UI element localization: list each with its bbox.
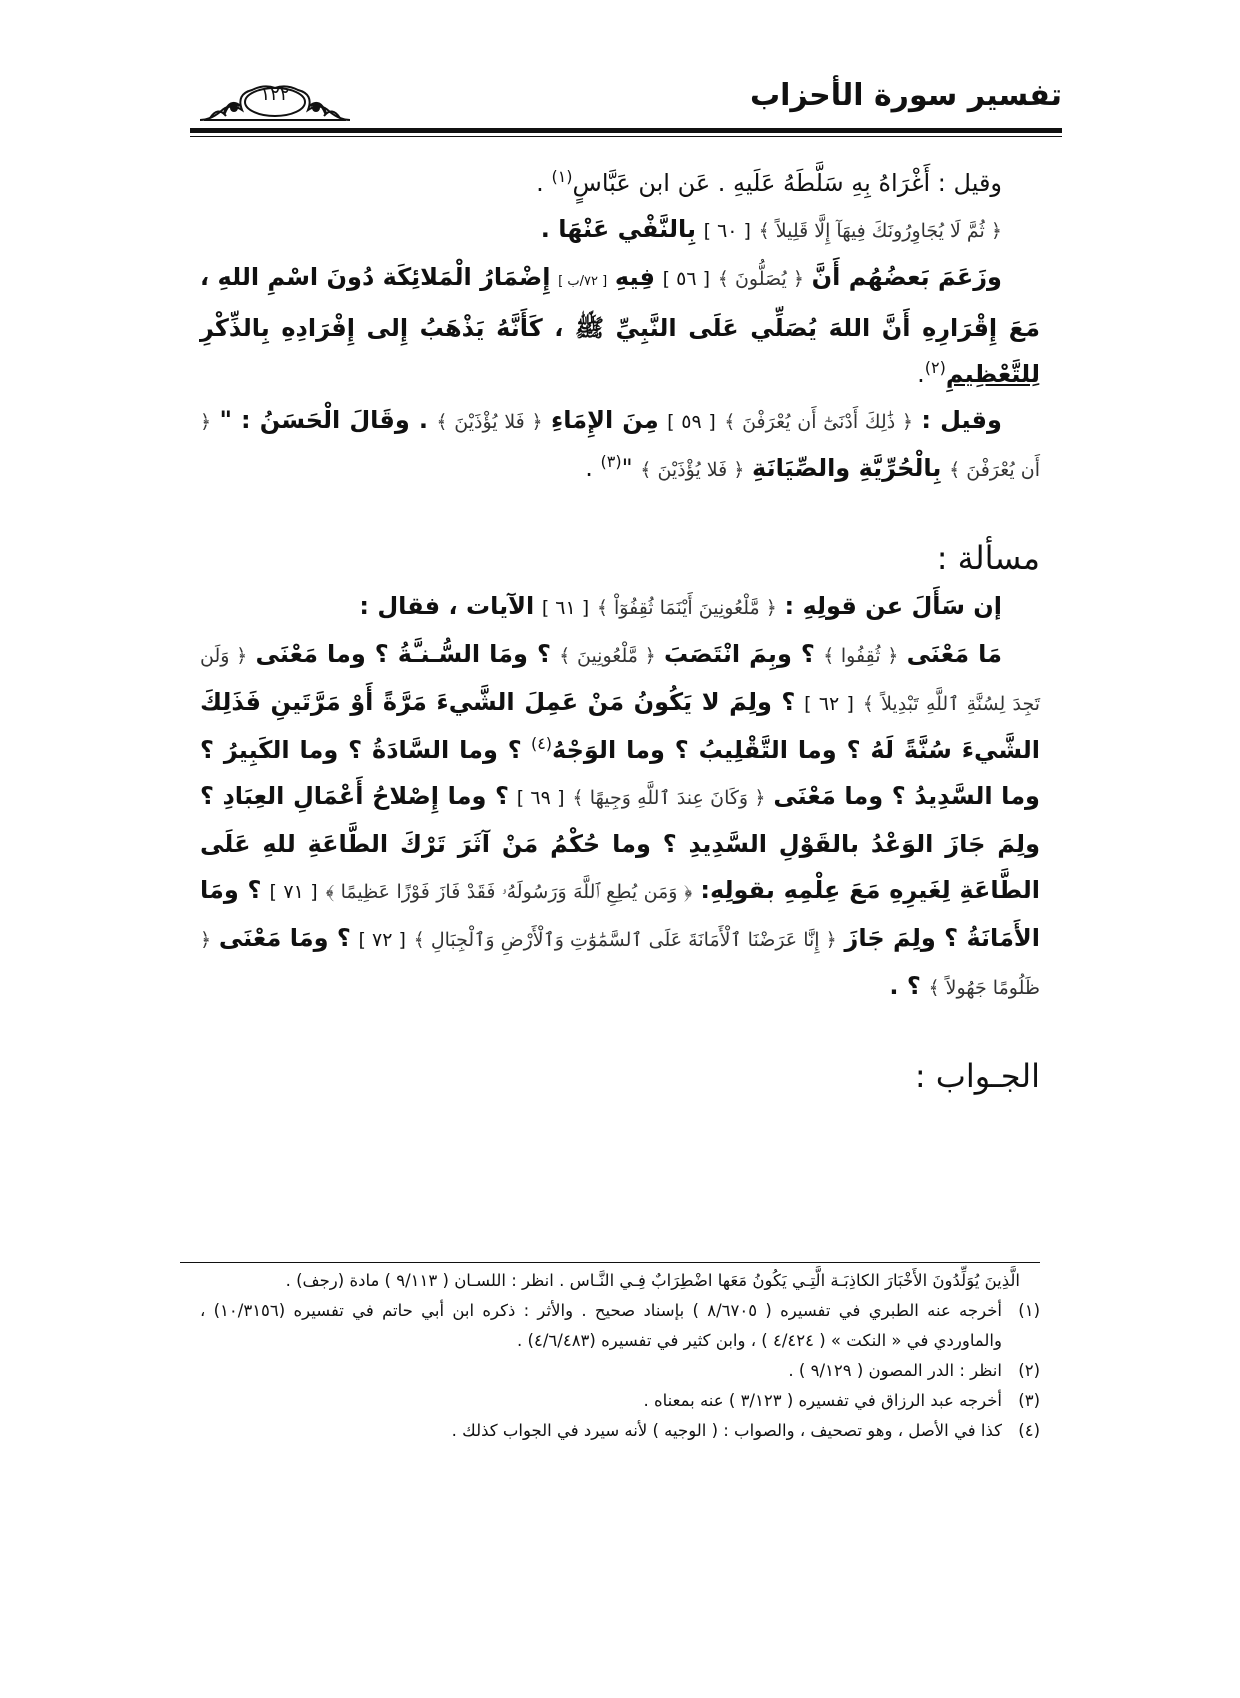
quran-quote: ﴿ يُصَلُّونَ ﴾ xyxy=(717,268,804,290)
paragraph xyxy=(200,631,1040,1011)
footnote-separator xyxy=(180,1262,1040,1263)
footnote xyxy=(200,1356,1040,1386)
quran-quote: ﴿ ثُقِفُوا ﴾ xyxy=(823,645,899,667)
text: . xyxy=(536,169,544,197)
quran-quote: ﴿ وَلَن تَجِدَ لِسُنَّةِ ٱللَّهِ تَبْدِيلاً ﴾ xyxy=(200,645,1041,715)
text: ؟ . xyxy=(889,972,921,1000)
verse-number: [ ٧٢ ] xyxy=(358,929,406,951)
verse-number: [ ٥٩ ] xyxy=(667,411,716,433)
running-title: تفسير سورة الأحزاب xyxy=(750,78,1062,113)
footnote-ref: (٤) xyxy=(530,734,553,753)
footnote-mark: (٤) xyxy=(1018,1421,1040,1440)
footnote-mark: (٢) xyxy=(1018,1361,1040,1380)
text: إن سَأَلَ عن قولِهِ : xyxy=(784,592,1002,620)
quran-quote: ﴿ وَمَن يُطِعِ ٱللَّهَ وَرَسُولَهُۥ فَقَدْ فَازَ فَوْزًا عَظِيمًا ﴾ xyxy=(325,881,693,903)
section-heading: الجـواب : xyxy=(914,1057,1040,1095)
quran-quote: ﴿ إِنَّا عَرَضْنَا ٱلْأَمَانَةَ عَلَى ٱلسَّمَٰوَٰتِ وَٱلْأَرْضِ وَٱلْجِبَالِ ﴾ xyxy=(413,929,837,951)
text: ؟ ومَا مَعْنَى xyxy=(218,924,351,952)
header-rule-thick xyxy=(190,128,1062,133)
text: ؟ ولِمَ لا يَكُونُ مَنْ عَمِلَ الشَّيءَ مَرَّةً أَوْ مَرَّتَينِ فَذَلِكَ الشَّيءَ سُنَّةً لَهُ ؟ وما التَّقْلِيبُ ؟ وما الوَجْهُ xyxy=(200,688,1040,764)
verse-number: [ ٦٢ ] xyxy=(804,693,854,715)
footnote xyxy=(200,1296,1040,1356)
text: بِالنَّفْي عَنْهَا . xyxy=(540,215,696,243)
section-heading: مسألة : xyxy=(936,539,1040,577)
quran-quote: ﴿ ثُمَّ لَا يُجَاوِرُونَكَ فِيهَآ إِلَّا قَلِيلاً ﴾ xyxy=(758,220,1002,242)
quran-quote: ﴿ مَّلْعُونِينَ أَيْنَمَا ثُقِفُوٓاْ ﴾ xyxy=(596,597,777,619)
footnote xyxy=(200,1416,1040,1446)
quran-quote: ﴿ وَكَانَ عِندَ ٱللَّهِ وَجِيهًا ﴾ xyxy=(572,787,766,809)
manuscript-page-ref: [ ٧٢/ب ] xyxy=(558,274,608,289)
text: . وقَالَ الْحَسَنُ : " xyxy=(219,406,429,434)
paragraph xyxy=(200,206,1040,254)
footnote-ref: (٣) xyxy=(600,452,622,471)
text: بِالْحُرِّيَّةِ والصِّيَانَةِ xyxy=(752,454,942,482)
footnote-text: انظر : الدر المصون ( ٩/١٢٩ ) . xyxy=(788,1361,1002,1380)
footnote-mark: (٣) xyxy=(1018,1391,1040,1410)
footnote-text: كذا في الأصل ، وهو تصحيف ، والصواب : ( الوجيه ) لأنه سيرد في الجواب كذلك . xyxy=(451,1421,1002,1440)
paragraph xyxy=(200,254,1040,397)
quran-quote: ﴿ ذَٰلِكَ أَدْنَىٰٓ أَن يُعْرَفْنَ ﴾ xyxy=(724,411,914,433)
text: ؟ ومَا الأَمَانَةُ ؟ ولِمَ جَازَ xyxy=(200,876,1041,952)
quran-quote: ﴿ مَّلْعُونِينَ ﴾ xyxy=(559,645,656,667)
text: وقيل : أَغْرَاهُ بِهِ سَلَّطَهُ عَلَيهِ . عَن ابن عَبَّاسٍ xyxy=(572,169,1002,197)
text: " xyxy=(621,454,633,482)
text: إِضْمَارُ الْمَلائِكَة دُونَ اسْمِ اللهِ ، مَعَ إِقْرَارِهِ أَنَّ اللهَ يُصَلِّي عَلَى النَّبِيِّ ﷺ ، كَأَنَّهُ يَذْهَبُ إِلى إِفْرَادِهِ بِالذِّكْرِ xyxy=(200,263,1040,342)
text: ؟ وما إِصْلاحُ أَعْمَالِ العِبَادِ ؟ ولِمَ جَازَ الوَعْدُ بالقَوْلِ السَّدِيدِ ؟ وما حُكْمُ مَنْ آثَرَ تَرْكَ الطَّاعَةِ للهِ عَلَى الطَّاعَةِ لِغَيرِهِ مَعَ عِلْمِهِ بقولِهِ: xyxy=(200,782,1041,904)
footnote-ref: (٢) xyxy=(924,358,946,377)
text: فِيهِ xyxy=(614,263,655,291)
text: وزَعَمَ بَعضُهُم أَنَّ xyxy=(811,263,1002,291)
footnotes xyxy=(200,1266,1040,1446)
text: الآيات ، فقال : xyxy=(359,592,535,620)
header-rule-thin xyxy=(190,136,1062,137)
verse-number: [ ٦١ ] xyxy=(541,597,590,619)
footnote-text: أخرجه عبد الرزاق في تفسيره ( ٣/١٢٣ ) عنه بمعناه . xyxy=(643,1391,1002,1410)
verse-number: [ ٥٦ ] xyxy=(662,268,711,290)
verse-number: [ ٦٩ ] xyxy=(516,787,565,809)
footnote-continuation: الَّذِينَ يُوَلِّدُونَ الأَخْبَارَ الكاذِبَـة الَّتِـي يَكُونُ مَعَها اضْطِرَابٌ فِـي النَّـاس . انظر : اللسـان ( ٩/١١٣ ) مادة (رجف) . xyxy=(285,1271,1020,1290)
verse-number: [ ٦٠ ] xyxy=(703,220,751,242)
text: لِلتَّعْظِيمِ xyxy=(945,360,1040,388)
text: . xyxy=(585,454,593,482)
footnote-text: أخرجه عنه الطبري في تفسيره ( ٨/٦٧٠٥ ) بإسناد صحيح . والأثر : ذكره ابن أبي حاتم في تفسيره (١٠/٣١٥٦) ، والماوردي في « النكت » ( ٤/٤٢٤ ) ، وابن كثير في تفسيره (٤/٦/٤٨٣) . xyxy=(200,1301,1002,1350)
verse-number: [ ٧١ ] xyxy=(269,881,318,903)
paragraph xyxy=(200,397,1040,493)
quran-quote: ﴿ فَلا يُؤْذَيْنَ ﴾ xyxy=(436,411,543,433)
text: مَا مَعْنَى xyxy=(906,640,1002,668)
quran-quote: ﴿ ظَلُومًا جَهُولاً ﴾ xyxy=(200,929,1040,999)
text: ؟ وبِمَ انْتَصَبَ xyxy=(664,640,815,668)
page-number: ١٢٢ xyxy=(260,84,290,105)
footnote-ref: (١) xyxy=(551,167,573,186)
footnote xyxy=(200,1386,1040,1416)
text: وقيل : xyxy=(921,406,1002,434)
footnote-mark: (١) xyxy=(1018,1301,1040,1320)
text: ؟ وما السَّادَةُ ؟ وما الكَبِيرُ ؟ وما السَّدِيدُ ؟ وما مَعْنَى xyxy=(200,736,1040,810)
paragraph xyxy=(200,583,1040,631)
text: . xyxy=(917,360,925,388)
paragraph xyxy=(200,160,1040,206)
text: ؟ ومَا السُّـنـَّةُ ؟ وما مَعْنَى xyxy=(255,640,551,668)
main-text xyxy=(200,160,1040,1101)
quran-quote: ﴿ فَلا يُؤْذَيْنَ ﴾ xyxy=(640,459,745,481)
text: مِنَ الإِمَاءِ xyxy=(550,406,659,434)
quran-quote: ﴿ أَن يُعْرَفْنَ ﴾ xyxy=(200,411,1040,481)
